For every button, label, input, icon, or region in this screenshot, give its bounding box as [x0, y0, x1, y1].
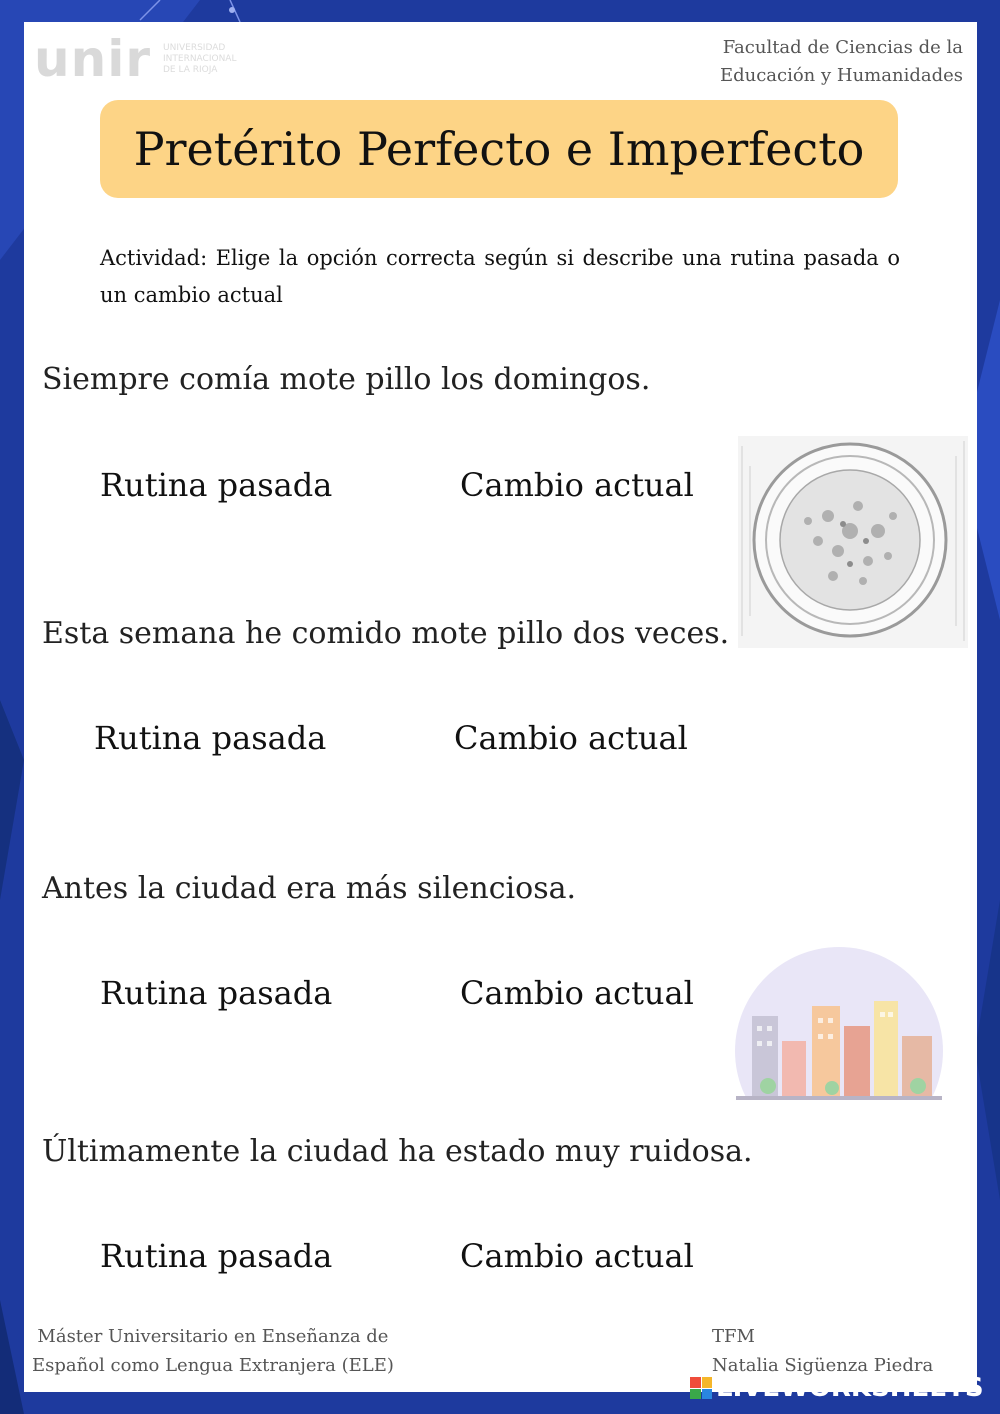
faculty-line: Facultad de Ciencias de la — [722, 37, 963, 58]
option-rutina-pasada-4[interactable]: Rutina pasada — [100, 1237, 333, 1275]
watermark-text: LIVEWORKSHEETS — [716, 1373, 984, 1403]
sentence-1: Siempre comía mote pillo los domingos. — [42, 362, 651, 397]
logo-wordmark: unir — [34, 30, 151, 88]
sentence-4: Últimamente la ciudad ha estado muy ruidosa. — [42, 1134, 753, 1169]
city-skyline-icon — [732, 946, 946, 1106]
faculty-line: Educación y Humanidades — [719, 65, 963, 86]
option-rutina-pasada-3[interactable]: Rutina pasada — [100, 974, 333, 1012]
footer-author-line: TFM — [712, 1326, 755, 1347]
footer-program — [32, 1322, 394, 1380]
activity-instructions: Actividad: Elige la opción correcta según si describe una rutina pasada o un cambio actual — [100, 246, 900, 307]
logo-subtitle — [163, 43, 236, 76]
worksheet-page — [24, 22, 977, 1392]
logo-sub-line: UNIVERSIDAD — [163, 42, 226, 53]
logo-sub-line: INTERNACIONAL — [163, 53, 237, 64]
option-cambio-actual-4[interactable]: Cambio actual — [460, 1237, 694, 1275]
faculty-name — [720, 34, 963, 90]
option-rutina-pasada-2[interactable]: Rutina pasada — [94, 719, 327, 757]
sentence-3: Antes la ciudad era más silenciosa. — [42, 871, 577, 906]
option-cambio-actual-3[interactable]: Cambio actual — [460, 974, 694, 1012]
liveworksheets-logo-icon — [690, 1377, 712, 1399]
logo-sub-line: DE LA RIOJA — [163, 64, 218, 75]
sentence-2: Esta semana he comido mote pillo dos veces. — [42, 616, 730, 651]
page-title: Pretérito Perfecto e Imperfecto — [133, 122, 865, 176]
footer-program-line: Máster Universitario en Enseñanza de — [37, 1326, 389, 1347]
footer-author-line: Natalia Sigüenza Piedra — [712, 1355, 934, 1376]
footer-program-line: Español como Lengua Extranjera (ELE) — [32, 1355, 394, 1376]
option-cambio-actual-2[interactable]: Cambio actual — [454, 719, 688, 757]
mote-pillo-bowl-icon — [738, 436, 968, 648]
university-logo — [34, 30, 237, 88]
option-cambio-actual-1[interactable]: Cambio actual — [460, 466, 694, 504]
liveworksheets-watermark — [690, 1372, 984, 1404]
title-banner — [100, 100, 898, 198]
option-rutina-pasada-1[interactable]: Rutina pasada — [100, 466, 333, 504]
